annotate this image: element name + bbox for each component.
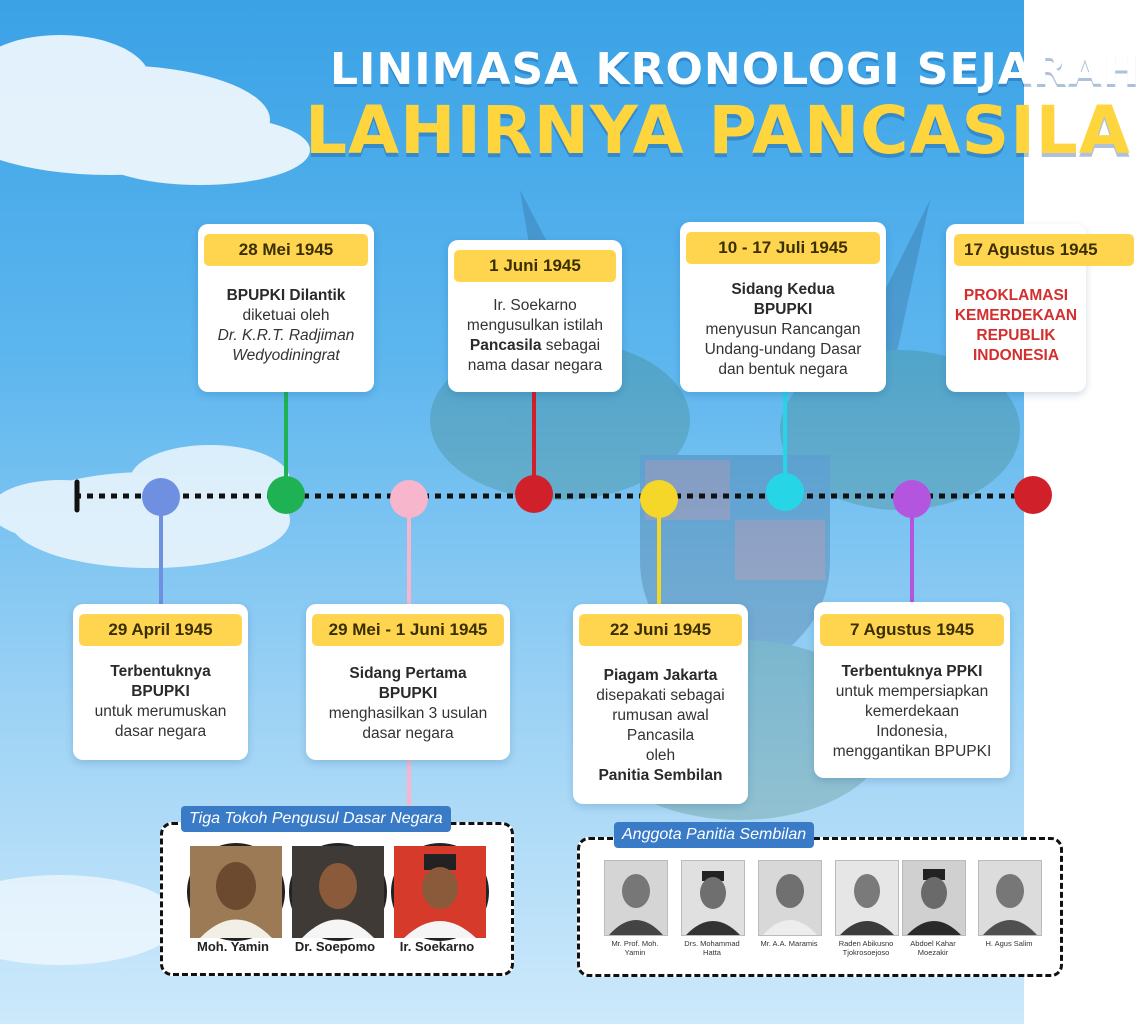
event-text-line: INDONESIA — [972, 347, 1060, 364]
event-text-line: menghasilkan 3 usulan — [328, 705, 488, 722]
event-text-line: Sidang Pertama — [349, 665, 467, 682]
tokoh-name: Ir. Soekarno — [399, 939, 475, 954]
member-name-line: Drs. Mohammad — [684, 939, 740, 948]
event-text-line: Undang-undang Dasar — [704, 341, 862, 358]
event-card-29-april — [73, 604, 248, 760]
event-date: 10 - 17 Juli 1945 — [686, 232, 880, 264]
event-text-line: rumusan awal — [612, 707, 709, 724]
event-text-line: Panitia Sembilan — [598, 767, 723, 784]
event-text-line: dasar negara — [114, 723, 207, 740]
event-text-line: PROKLAMASI — [963, 287, 1069, 304]
event-date: 29 April 1945 — [79, 614, 242, 646]
event-text-line: BPUPKI — [753, 301, 813, 318]
event-text-line: Terbentuknya — [110, 663, 211, 680]
dot-29-mei — [390, 480, 428, 518]
event-text-line: Piagam Jakarta — [603, 667, 718, 684]
event-text-line: BPUPKI Dilantik — [226, 287, 346, 304]
panel-tiga-tokoh-title: Tiga Tokoh Pengusul Dasar Negara — [181, 806, 451, 832]
event-card-1-juni — [448, 240, 622, 392]
event-text-line: menggantikan BPUPKI — [832, 743, 992, 760]
event-text-line: untuk merumuskan — [94, 703, 227, 720]
event-text-line: untuk mempersiapkan — [835, 683, 989, 700]
title-line-1: LINIMASA KRONOLOGI SEJARAH — [330, 44, 1141, 95]
event-text-line: diketuai oleh — [242, 307, 330, 324]
event-text-line: nama dasar negara — [467, 357, 603, 374]
cloud-bottom-left — [0, 875, 180, 965]
member-name-line: Abdoel Kahar — [910, 939, 956, 948]
event-text-line: oleh — [645, 747, 676, 764]
member-name-line: Mr. A.A. Maramis — [760, 939, 818, 948]
member-name — [828, 939, 904, 957]
tokoh-name: Dr. Soepomo — [294, 939, 376, 954]
member-name-line: Hatta — [703, 948, 721, 957]
event-text-line: KEMERDEKAAN — [954, 307, 1078, 324]
dot-10-17-juli — [766, 473, 804, 511]
event-text-line: Wedyodiningrat — [232, 347, 340, 364]
portrait-moh-yamin — [187, 843, 285, 941]
member-name-line: Moezakir — [917, 948, 949, 957]
member-name-line: Raden Abikusno — [838, 939, 894, 948]
member-name-line: Yamin — [624, 948, 646, 957]
member-photo — [758, 860, 822, 936]
member-photo — [604, 860, 668, 936]
event-card-7-agustus — [814, 602, 1010, 778]
event-card-29-mei — [306, 604, 510, 760]
event-date: 17 Agustus 1945 — [954, 234, 1134, 266]
event-date: 1 Juni 1945 — [454, 250, 616, 282]
event-card-10-17-juli — [680, 222, 886, 392]
portrait-ir-soekarno — [391, 843, 489, 941]
event-text-line: Ir. Soekarno — [493, 297, 577, 314]
event-text-line: Dr. K.R.T. Radjiman — [217, 327, 355, 344]
event-text-line: Pancasila — [626, 727, 695, 744]
event-date: 28 Mei 1945 — [204, 234, 368, 266]
event-text-line: Sidang Kedua — [731, 281, 835, 298]
member-name — [971, 939, 1047, 948]
panel-tiga-tokoh — [160, 822, 514, 976]
dot-1-juni — [515, 475, 553, 513]
member-name-line: H. Agus Salim — [985, 939, 1033, 948]
event-text-line: kemerdekaan — [865, 703, 959, 720]
event-text-line: Indonesia, — [876, 723, 948, 740]
dot-22-juni — [640, 480, 678, 518]
member-name — [895, 939, 971, 957]
event-card-22-juni — [573, 604, 748, 804]
event-text-line: Terbentuknya PPKI — [841, 663, 983, 680]
dot-17-agustus — [1014, 476, 1052, 514]
tokoh-name: Moh. Yamin — [197, 939, 269, 954]
member-name — [597, 939, 673, 957]
portrait-dr-soepomo — [289, 843, 387, 941]
event-date: 7 Agustus 1945 — [820, 614, 1004, 646]
member-photo — [902, 860, 966, 936]
event-text-line: dan bentuk negara — [718, 361, 848, 378]
event-text-line: Pancasila sebagai — [469, 337, 601, 354]
event-text-line: BPUPKI — [131, 683, 190, 700]
event-text-line: mengusulkan istilah — [466, 317, 604, 334]
dot-7-agustus — [893, 480, 931, 518]
event-date: 29 Mei - 1 Juni 1945 — [312, 614, 504, 646]
stem-29-april — [159, 500, 163, 620]
member-name-line: Tjokrosoejoso — [842, 948, 890, 957]
event-text-line: disepakati sebagai — [596, 687, 725, 704]
cloud-top-left — [0, 35, 310, 185]
stem-22-juni — [657, 500, 661, 620]
member-photo — [835, 860, 899, 936]
member-name-line: Mr. Prof. Moh. — [611, 939, 659, 948]
event-text-line: BPUPKI — [378, 685, 438, 702]
panel-panitia-sembilan — [577, 837, 1063, 977]
panel-panitia-sembilan-title: Anggota Panitia Sembilan — [614, 822, 814, 848]
member-name — [674, 939, 750, 957]
member-photo — [681, 860, 745, 936]
title-line-2: LAHIRNYA PANCASILA — [305, 92, 1131, 169]
member-photo — [978, 860, 1042, 936]
member-name — [751, 939, 827, 948]
event-date: 22 Juni 1945 — [579, 614, 742, 646]
event-text-line: dasar negara — [362, 725, 454, 742]
event-card-28-mei — [198, 224, 374, 392]
dot-28-mei — [267, 476, 305, 514]
event-card-17-agustus — [946, 224, 1098, 392]
dot-29-april — [142, 478, 180, 516]
event-text-line: menyusun Rancangan — [705, 321, 861, 338]
event-text-line: REPUBLIK — [976, 327, 1056, 344]
